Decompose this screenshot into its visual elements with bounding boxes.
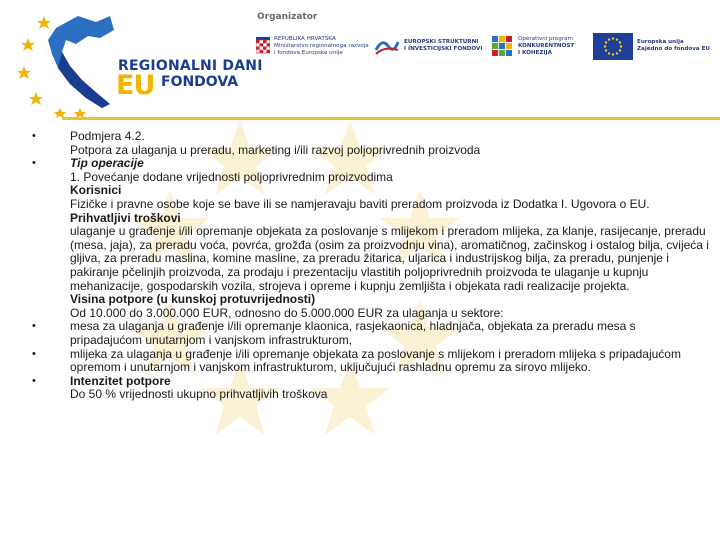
list-item [70,130,710,157]
operation-type-heading: • Tip operacije [70,156,144,171]
op-line: KONKURENTNOST [518,42,575,49]
eu-flag-logo [593,30,710,62]
operation-type-text: 1. Povećanje dodane vrijednosti poljoprivrednim proizvodima [70,169,393,184]
submeasure-title: Potpora za ulaganja u preradu, marketing i/ili razvoj poljoprivrednih proizvoda [70,142,481,157]
esi-funds-logo [374,30,482,62]
ministry-line: REPUBLIKA HRVATSKA [274,35,336,42]
support-amount-text: Od 10.000 do 3.000.000 EUR, odnosno do 5.000.000 EUR za ulaganja u sektore: [70,305,504,320]
logo-title-line: REGIONALNI DANI [118,58,263,74]
list-item [70,375,710,402]
beneficiaries-heading: Korisnici [70,183,122,198]
logo-eu-text: EU [116,70,155,101]
submeasure-code: • Podmjera 4.2. [70,129,145,143]
operational-programme-icon [490,34,514,58]
ministry-logo [256,30,369,62]
esi-line: EUROPSKI STRUKTURNI [404,39,479,45]
esi-line: I INVESTICIJSKI FONDOVI [404,46,483,52]
document-content [70,130,710,402]
eu-line: Zajedno do fondova EU [637,46,710,52]
support-intensity-text: Do 50 % vrijednosti ukupno prihvatljivih troškova [70,387,328,402]
list-item [70,157,710,320]
croatia-coat-of-arms-icon [256,37,270,55]
eu-flag-icon [593,33,633,60]
ministry-line: Ministarstvo regionalnoga razvoja [274,42,369,49]
logo-fondova-text: FONDOVA [161,74,239,90]
bullet-list [70,130,710,402]
op-line: Operativni program [518,35,573,42]
eu-line: Europska unija [637,39,684,45]
support-intensity-heading: • Intenzitet potpore [70,373,171,388]
esi-funds-icon [374,36,400,56]
list-item: • mesa za ulaganja u građenje i/ili opremanje klaonica, rasjekaonica, hladnjača, objekata za preradu mesa s pripadajućom unutarnjom i vanjskom infrastrukturom, [70,320,710,347]
eligible-costs-heading: Prihvatljivi troškovi [70,210,181,225]
event-logo [18,8,263,118]
op-line: I KOHEZIJA [518,49,552,56]
operational-programme-logo [490,30,574,62]
support-amount-heading: Visina potpore (u kunskoj protuvrijednosti) [70,292,316,307]
croatia-map-logo-icon [18,8,128,118]
beneficiaries-text: Fizičke i pravne osobe koje se bave ili se namjeravaju baviti preradom proizvoda iz Dodatka I. Ugovora o EU. [70,196,650,211]
list-item: • mlijeka za ulaganja u građenje i/ili opremanje objekata za poslovanje s mlijekom i preradom mlijeka s pripadajućom opremom i unutarnjom i vanjskom infrastrukturom, uključujući rashladnu opremu za sirovo mlijeko. [70,348,710,375]
eligible-costs-text: ulaganje u građenje i/ili opremanje objekata za poslovanje s mlijekom i preradom mlijeka, za klanje, rasijecanje, preradu (mesa, jaja), za preradu voća, povrća, grožđa (osim za proizvodnju vina), aromatičnog, začinskog i ostalog bilja, cvijeća i gljiva, za preradu maslina, komine masline, za preradu žitarica, uljarica i industrijskog bilja, za preradu, punjenje i pakiranje pčelinjih proizvoda, za prodaju i prezentaciju vlastitih poljoprivrednih proizvoda te ulaganje u kupnju mehanizacije, gospodarskih vozila, strojeva i opreme i kupnju zemljišta i objekata radi realizacije projekta. [70,224,709,293]
ministry-line: i fondova Europske unije [274,49,343,56]
organizer-label: Organizator [257,12,318,22]
